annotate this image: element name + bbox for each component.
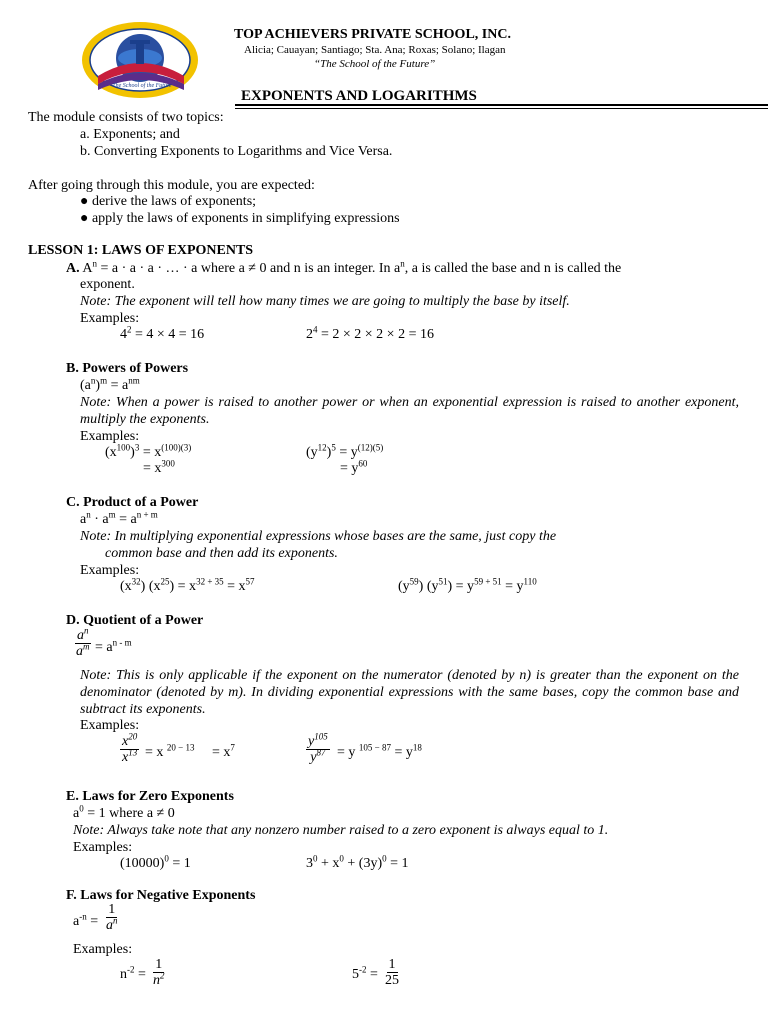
school-logo [80,20,202,100]
law-b-note: Note: When a power is raised to another power or when an exponential expression is raised to another exponent, multiply the exponents. [80,395,739,427]
law-d-example-2-result: = y $^{105 - 87} = y^{18}$ [337,742,422,760]
logo-caption: The School of the Future [112,83,172,89]
law-e-examples-label: Examples: [73,840,133,855]
law-f-formula-fraction: $\frac{1}{a^n}$ [106,902,118,933]
law-e-formula: $a^0 = 1$ where a ≠ 0 [73,803,175,821]
law-f-title: F. Laws for Negative Exponents [66,888,256,903]
law-c-examples-label: Examples: [80,563,140,578]
intro-topic-a: a. Exponents; and [80,127,180,142]
law-d-title: D. Quotient of a Power [66,613,204,628]
law-b-example-2: $(y^{12})^5 = y^{(12)(5)}$ [306,442,384,460]
law-b-formula: $(a^n)^m = a^{nm}$ [80,375,140,393]
law-b-title: B. Powers of Powers [66,361,189,376]
law-e-example-1: $(10000)^0 = 1$ [120,853,191,871]
intro-topic-b: b. Converting Exponents to Logarithms and Vice Versa. [80,144,393,159]
lesson-title: LESSON 1: LAWS OF EXPONENTS [28,243,254,258]
school-name: TOP ACHIEVERS PRIVATE SCHOOL, INC. [234,27,511,42]
law-f-formula-lhs: $a^{-n}$ = [73,911,99,929]
law-b-examples-label: Examples: [80,429,140,444]
law-e-note: Note: Always take note that any nonzero number raised to a zero exponent is always equal to 1. [73,823,609,838]
law-a-example-1: $4^2 = 4 \times 4 = 16$ [120,324,205,342]
school-motto: “The School of the Future” [314,58,436,70]
law-f-example-1-fraction: $\frac{1}{n^2}$ [153,957,165,988]
law-d-example-1-fraction: $\frac{x^{20}}{x^{13}}$ [122,731,138,765]
law-f-example-2-lhs: $5^{-2}$ = [352,964,378,982]
law-a-example-2: $2^4 = 2 \times 2 \times 2 \times 2 = 16$ [306,324,434,342]
law-d-formula-fraction: $\frac{a^n}{a^m}$ [76,625,90,659]
law-c-example-1: $(x^{32}) (x^{25}) = x^{32 + 35} = x^{57}$ [120,576,255,594]
law-b-example-2-result: = $y^{60}$ [340,458,368,476]
law-c-note-1: Note: In multiplying exponential expressions whose bases are the same, just copy the [80,529,557,544]
law-f-examples-label: Examples: [73,942,133,957]
law-e-example-2: $3^0 + x^0 + (3y)^0 = 1$ [306,853,409,871]
law-c-formula: $a^n \cdot a^m = a^{n + m}$ [80,509,158,527]
law-f-example-2-fraction: $\frac{1}{25}$ [385,957,399,988]
school-locations: Alicia; Cauayan; Santiago; Sta. Ana; Roxas; Solano; Ilagan [244,44,506,56]
intro-consists: The module consists of two topics: [28,110,224,125]
bullet-icon: ● [80,211,89,226]
module-title: EXPONENTS AND LOGARITHMS [241,88,477,104]
intro-bullet-1: ● derive the laws of exponents; [80,194,257,209]
law-a-examples-label: Examples: [80,311,140,326]
title-rule-thin [235,108,768,109]
law-b-example-1-result: = $x^{300}$ [143,458,175,476]
intro-bullet-2: ● apply the laws of exponents in simplifying expressions [80,211,400,226]
law-d-example-2-fraction: $\frac{y^{105}}{y^{87}}$ [308,731,328,765]
law-c-example-2: $(y^{59}) (y^{51}) = y^{59 + 51} = y^{110}$ [398,576,537,594]
title-rule-thick [235,104,768,106]
law-d-examples-label: Examples: [80,718,140,733]
law-a-note: Note: The exponent will tell how many times we are going to multiply the base by itself. [80,294,570,309]
law-c-title: C. Product of a Power [66,495,199,510]
law-c-note-2: common base and then add its exponents. [105,546,338,561]
law-e-title: E. Laws for Zero Exponents [66,789,234,804]
intro-expected: After going through this module, you are expected: [28,178,315,193]
law-b-example-1: $(x^{100})^3 = x^{(100)(3)}$ [105,442,192,460]
bullet-icon: ● [80,194,89,209]
law-d-note: Note: This is only applicable if the exponent on the numerator (denoted by n) is greater than the exponent on the denominator (denoted by m). In dividing exponential expressions with the same bases, copy the common base and subtract its exponents. [80,668,739,717]
law-f-example-1-lhs: $n^{-2}$ = [120,964,146,982]
law-a-definition-line2: exponent. [80,277,135,292]
law-d-example-1-result: = x $^{20 - 13}$ = $x^7$ [145,742,235,760]
law-d-formula-result: = $a^{n - m}$ [95,637,132,655]
law-a-definition: A. $A^n = a \cdot a \cdot a$ · … · a where a ≠ 0 and n is an integer. In $a^n$, a is called the base and n is called the [66,258,622,276]
